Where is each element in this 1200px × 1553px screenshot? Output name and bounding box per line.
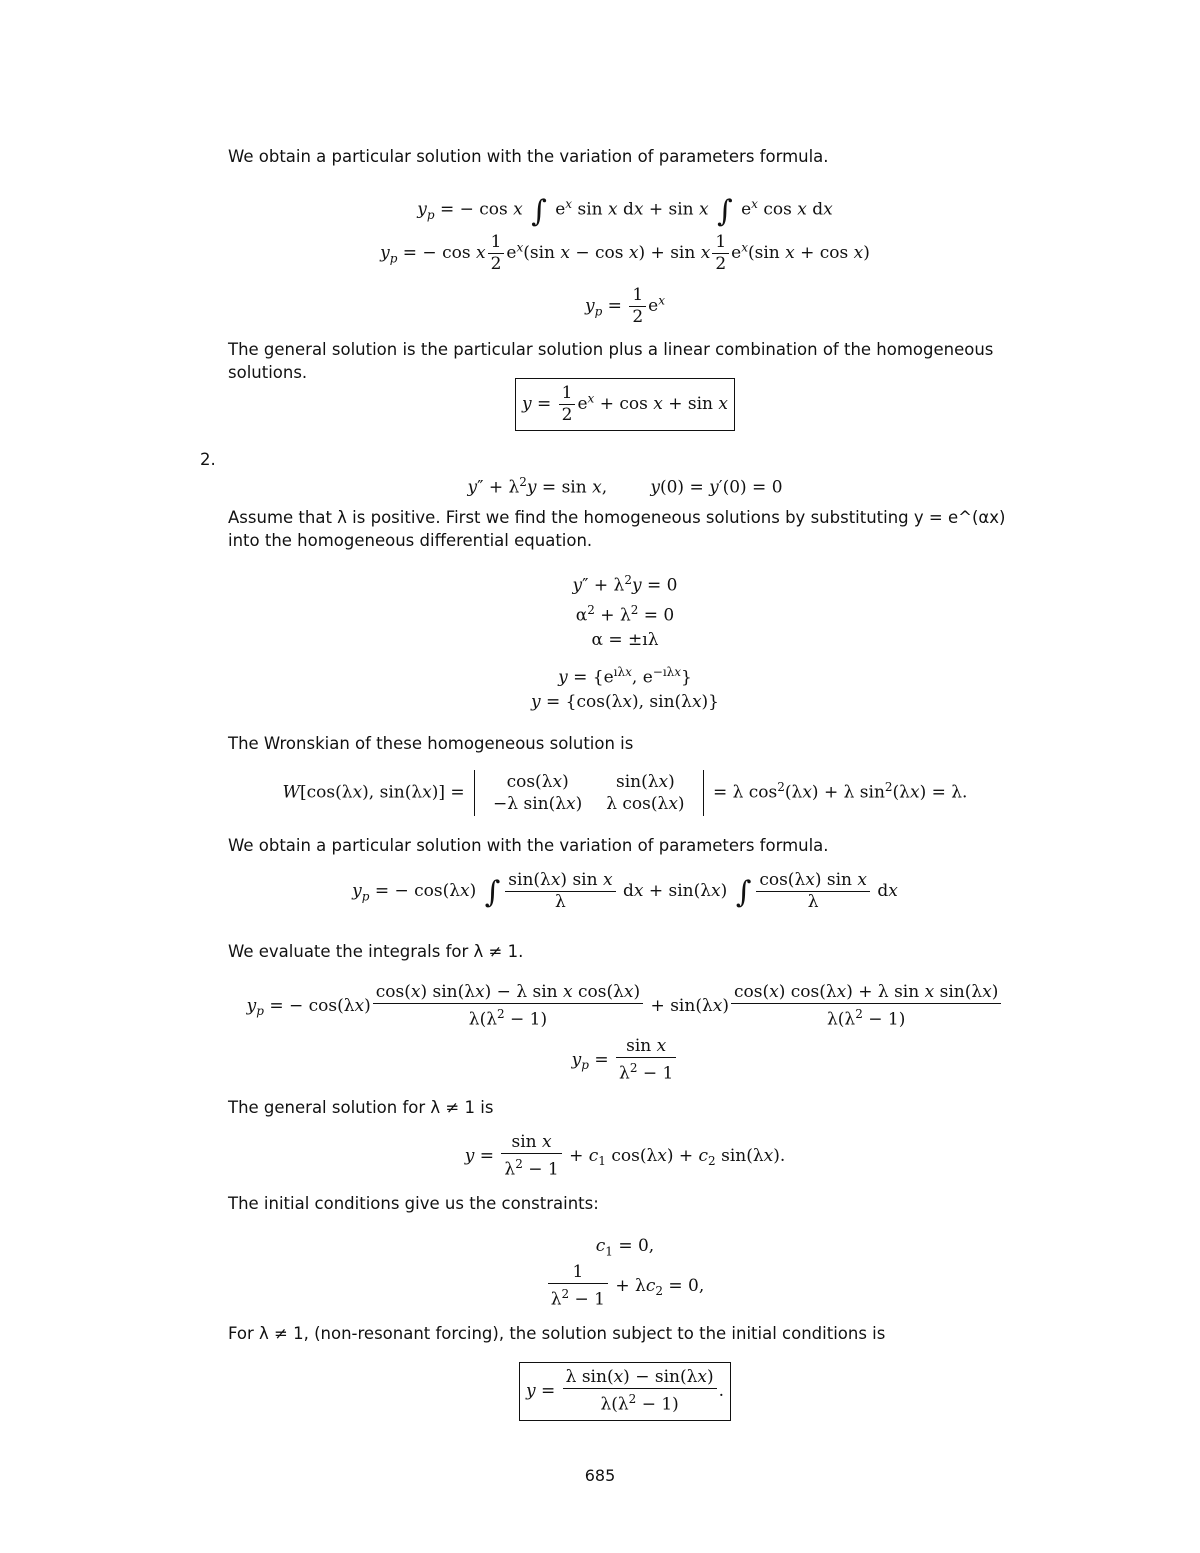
equation-yp-result: $y_p$ = $\frac{1}{2}$ $e^x$ bbox=[584, 285, 666, 327]
problem-number: 2. bbox=[200, 450, 216, 469]
determinant: cos(λx) sin(λx) −λ sin(λx) λ cos(λx) bbox=[474, 770, 704, 816]
equation-homogeneous-4: $y = \{e^{ı\lambda x}$, $e^{-ı\lambda x}$} bbox=[558, 665, 692, 688]
paragraph-non-resonant: For λ ≠ 1, (non-resonant forcing), the solution subject to the initial conditions is bbox=[228, 1324, 886, 1343]
equation-yp-lambda-result: $y_p$ = $\frac{\text{sin x}}{\lambda^2 - 1}$ bbox=[200, 1036, 1050, 1085]
paragraph-variation-parameters-1: We obtain a particular solution with the variation of parameters formula. bbox=[228, 147, 829, 166]
equation-yp-evaluated: $y_p$ = − cos x $\frac{1}{2}$ $e^x(\sin$ x − cos x) + sin x $\frac{1}{2}$ $e^x(\sin$ x + cos x) bbox=[380, 232, 870, 274]
paragraph-evaluate-integrals: We evaluate the integrals for λ ≠ 1. bbox=[228, 942, 524, 961]
equation-problem-statement: $y'' + \lambda^2y = \sin x$, y(0) = y′(0) = 0 bbox=[467, 475, 783, 498]
boxed-solution-1: y = $\frac{1}{2}$ $e^x + \cos x + \sin x$ bbox=[200, 378, 1050, 431]
page-number: 685 bbox=[584, 1466, 616, 1485]
paragraph-general-lambda: The general solution for λ ≠ 1 is bbox=[228, 1098, 494, 1117]
equation-constraint-c1: $c_1 = 0$, bbox=[595, 1236, 655, 1259]
paragraph-wronskian: The Wronskian of these homogeneous solution is bbox=[228, 734, 634, 753]
equation-yp-lambda-evaluated: $y_p$ = − cos(λx) $\frac{\text{cos(x) sin(λx) − λ sin x cos(λx)}}{\lambda(\lambda^2 - 1)}$ + sin(λx) $\frac{\text{cos(x) cos(λx) + λ sin x sin(λx)}}{\lambda(\lambda^2 - 1)}$ bbox=[200, 982, 1050, 1031]
paragraph-variation-parameters-2: We obtain a particular solution with the variation of parameters formula. bbox=[228, 836, 829, 855]
paragraph-general-solution: The general solution is the particular solution plus a linear combination of the homogeneous solutions. bbox=[228, 340, 994, 382]
equation-homogeneous-3: α = ±ıλ bbox=[591, 630, 659, 650]
paragraph-initial-conditions: The initial conditions give us the constraints: bbox=[228, 1194, 599, 1213]
equation-wronskian: W[cos(λx), sin(λx)] = cos(λx) sin(λx) −λ sin(λx) λ cos(λx) = λ $\cos^2(\lambda x) + \lambda$ $\sin^2(\lambda x) = \lambda$. bbox=[282, 772, 968, 814]
boxed-solution-2: y = $\frac{\text{λ sin(x) − sin(λx)}}{\lambda(\lambda^2 - 1)}$ . bbox=[200, 1362, 1050, 1421]
equation-yp-lambda-integral: $y_p$ = − cos(λx) ∫ $\frac{\text{sin(λx) sin x}}{\lambda}$ dx + sin(λx) ∫ $\frac{\text{cos(λx) sin x}}{\lambda}$ dx bbox=[352, 870, 898, 912]
equation-homogeneous-1: $y'' + \lambda^2y = 0$ bbox=[572, 573, 678, 596]
paragraph-assume-lambda: Assume that λ is positive. First we find the homogeneous solutions by substituting y = e^(αx) into the homogeneous differential equation. bbox=[228, 508, 1006, 550]
equation-homogeneous-2: $\alpha^2 + \lambda^2 = 0$ bbox=[575, 603, 675, 626]
equation-general-lambda: y = $\frac{\text{sin x}}{\lambda^2 - 1}$ + $c_1$ $\cos(\lambda x) + c_2$ sin(λx). bbox=[464, 1132, 786, 1180]
equation-homogeneous-5: y = {cos(λx), sin(λx)} bbox=[531, 692, 719, 712]
equation-constraint-c2: $\frac{1}{\lambda^2 - 1}$ + $\lambda c_2 = 0$, bbox=[200, 1262, 1050, 1311]
equation-yp-integral: $y_p$ = − cos x ∫ $e^x$ sin x dx + sin x ∫ $e^x$ cos x dx bbox=[417, 193, 833, 229]
